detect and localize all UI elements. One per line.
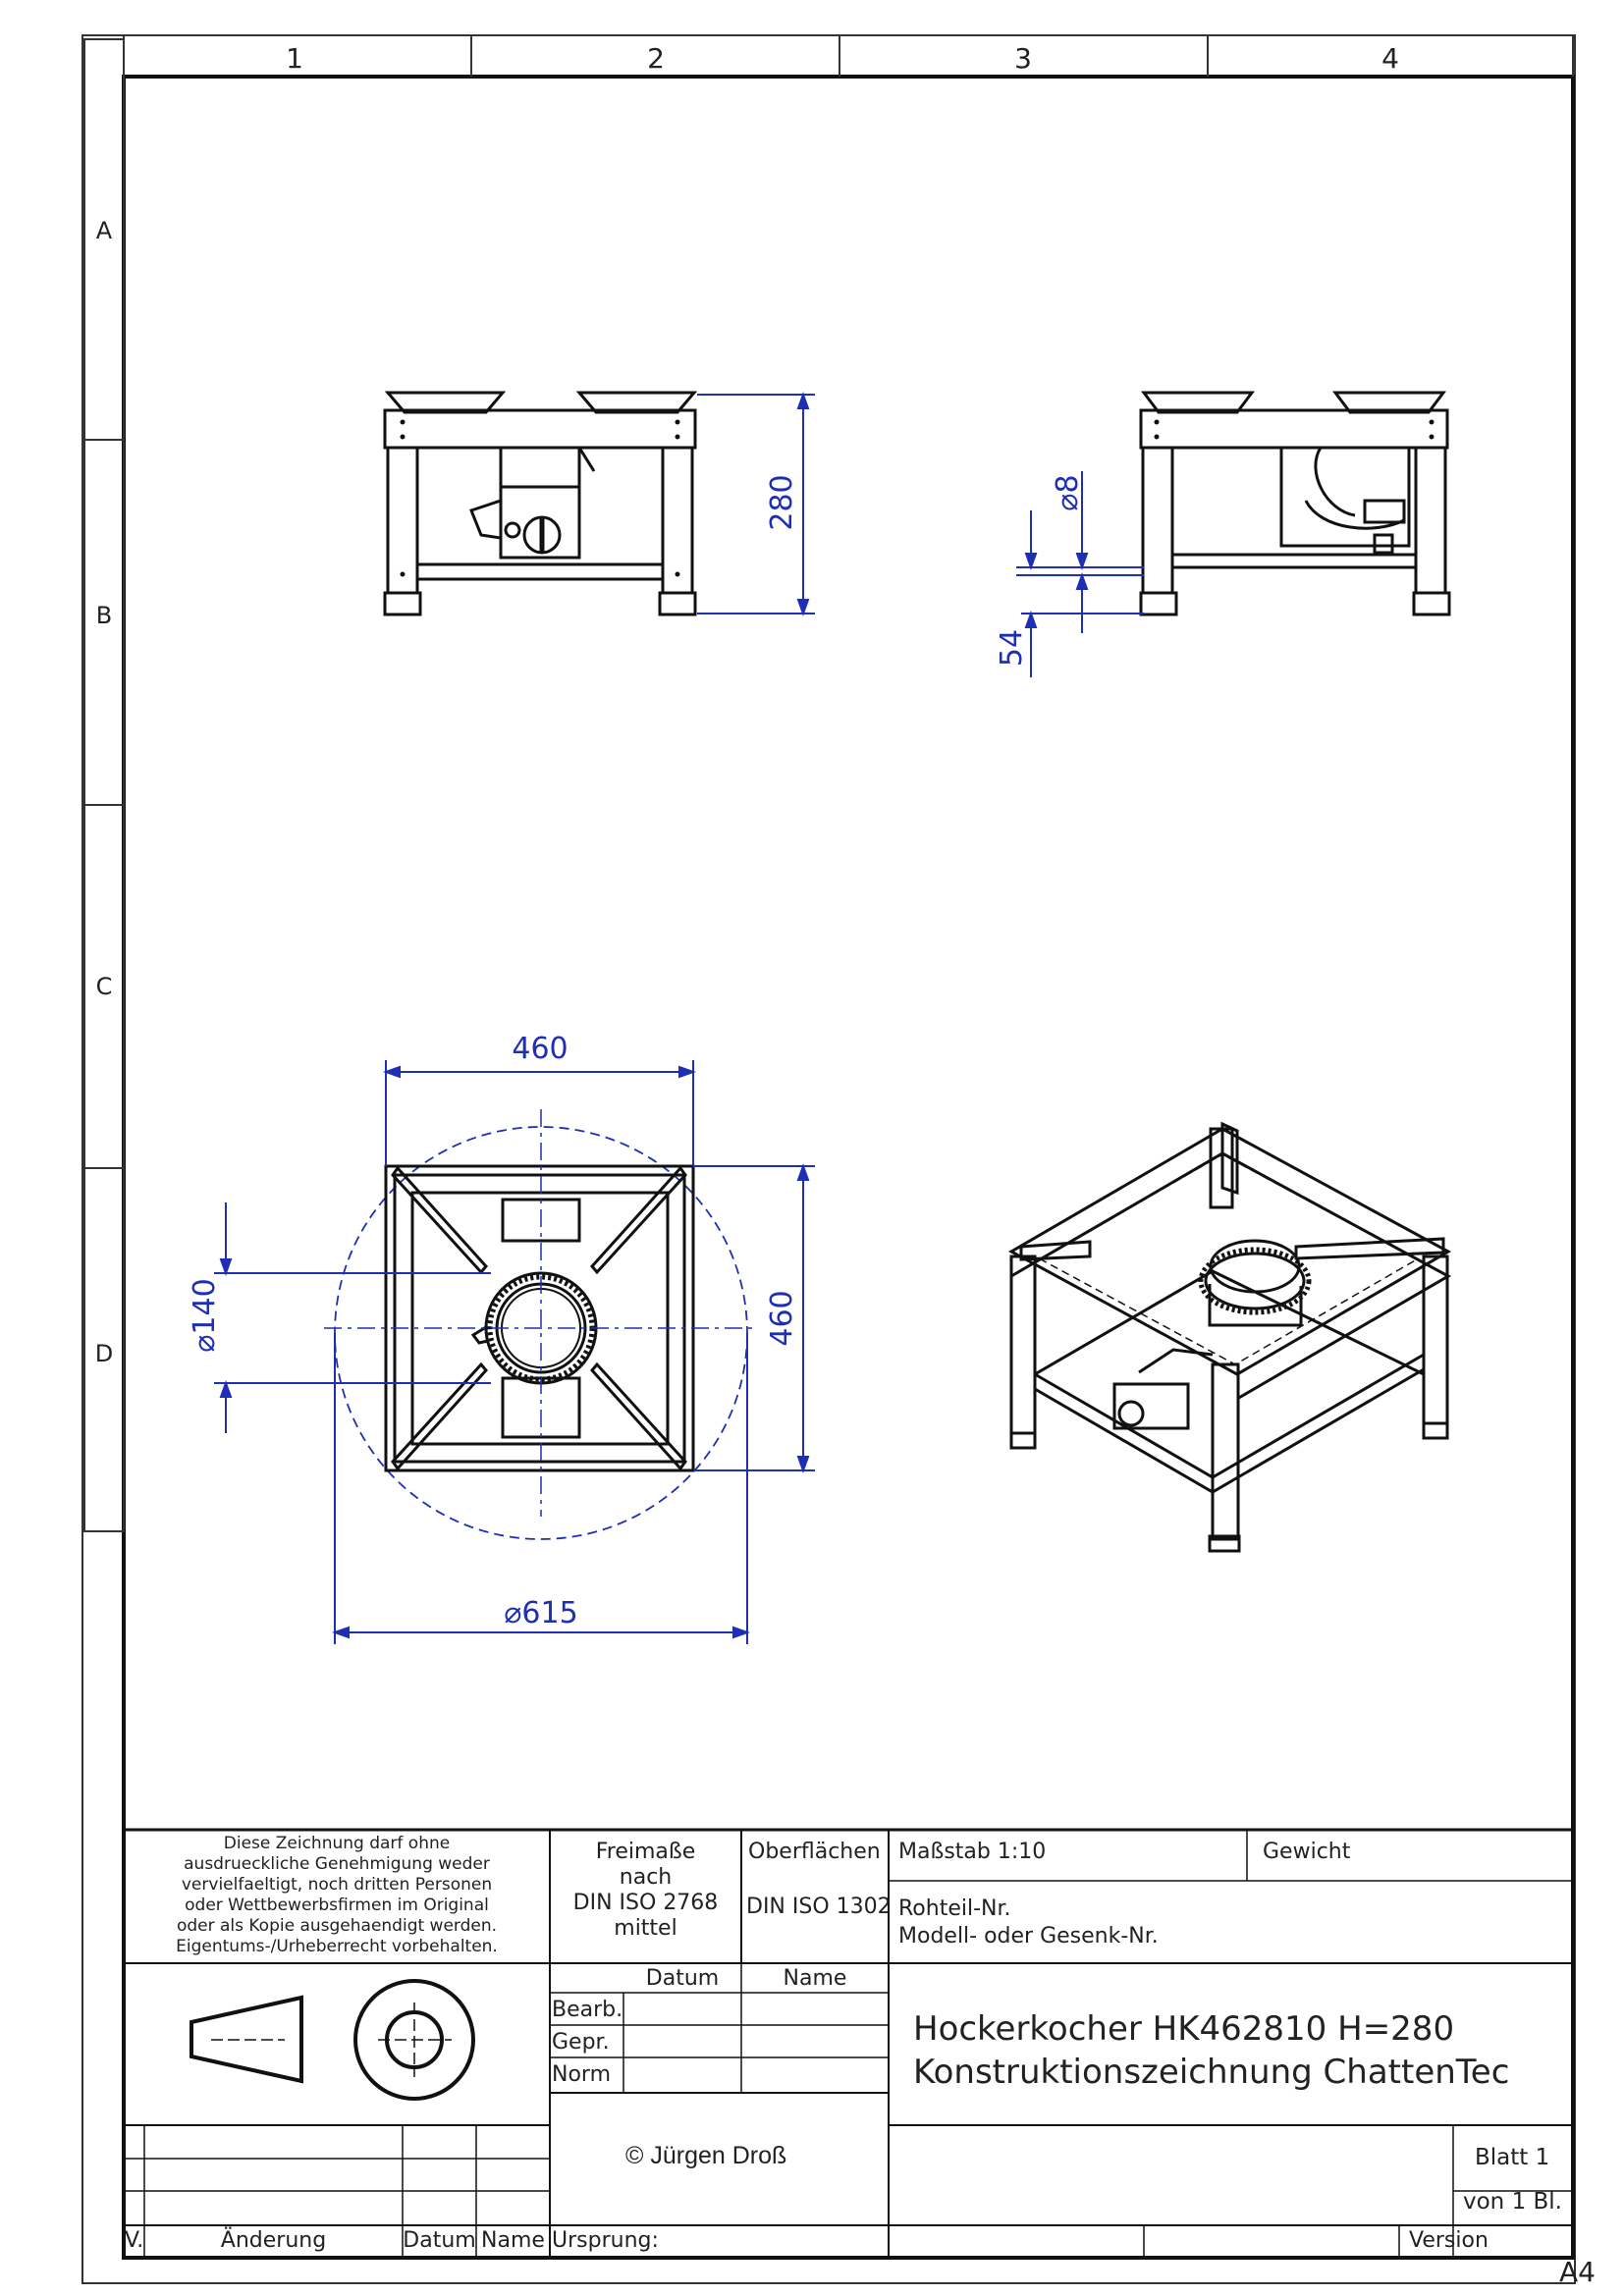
drawing-title (913, 2007, 1509, 2094)
projection-symbol (191, 1981, 473, 2099)
dim-label-dia-615: ⌀615 (504, 1596, 578, 1630)
top-view (324, 1109, 756, 1539)
notice-line: Eigentums-/Urheberrecht vorbehalten. (176, 1937, 498, 1956)
tolerance-line: DIN ISO 2768 (572, 1891, 719, 1915)
dim-label-280: 280 (765, 474, 799, 531)
copyright-label: © Jürgen Droß (625, 2142, 787, 2169)
dim-label-depth-460: 460 (765, 1290, 799, 1347)
row-gepr: Gepr. (552, 2030, 610, 2055)
zone-col-4: 4 (1381, 42, 1399, 75)
notice-line: Diese Zeichnung darf ohne (223, 1834, 451, 1853)
row-bearb: Bearb. (552, 1998, 623, 2022)
dim-label-dia-140: ⌀140 (188, 1278, 222, 1353)
side-view (1141, 393, 1449, 614)
sheet-count: von 1 Bl. (1463, 2189, 1562, 2215)
revision-change-header: Änderung (220, 2228, 327, 2253)
tolerance-line: Freimaße (595, 1840, 696, 1864)
dim-label-dia-8: ⌀8 (1051, 474, 1085, 511)
zone-row-b: B (95, 602, 113, 629)
isometric-view (1011, 1124, 1448, 1551)
zone-row-c: C (95, 973, 113, 1000)
tolerance-line: nach (619, 1865, 673, 1890)
dim-label-width-460: 460 (512, 1032, 568, 1066)
sheet-number: Blatt 1 (1475, 2145, 1550, 2170)
dim-width-460 (386, 1060, 693, 1166)
zone-col-2: 2 (647, 42, 665, 75)
revision-date-header: Datum (403, 2228, 476, 2253)
zone-col-1: 1 (286, 42, 303, 75)
drawing-title-line-2: Konstruktionszeichnung ChattenTec (913, 2053, 1510, 2092)
tolerance-block (550, 1840, 741, 1942)
front-view (385, 393, 695, 614)
raw-part-label: Rohteil-Nr. (898, 1896, 1011, 1921)
tolerance-line: mittel (614, 1916, 677, 1941)
zone-col-3: 3 (1014, 42, 1032, 75)
date-column-header: Datum (645, 1966, 720, 1991)
name-column-header: Name (783, 1966, 847, 1991)
drawing-title-line-1: Hockerkocher HK462810 H=280 (913, 2009, 1455, 2049)
surfaces-value: DIN ISO 1302 (746, 1895, 892, 1919)
notice-line: ausdrueckliche Genehmigung weder (184, 1854, 490, 1874)
revision-name-header: Name (481, 2228, 545, 2253)
scale-label: Maßstab 1:10 (898, 1840, 1047, 1864)
dim-label-54: 54 (995, 628, 1029, 667)
copyright-notice (126, 1834, 548, 1957)
side-view-bolts (1155, 420, 1435, 440)
notice-line: oder als Kopie ausgehaendigt werden. (176, 1916, 498, 1936)
weight-label: Gewicht (1263, 1840, 1351, 1864)
notice-line: vervielfaeltigt, noch dritten Personen (181, 1875, 493, 1895)
row-norm: Norm (552, 2062, 612, 2087)
model-part-label: Modell- oder Gesenk-Nr. (898, 1924, 1159, 1949)
origin-label: Ursprung: (552, 2228, 659, 2253)
version-label: Version (1409, 2228, 1489, 2253)
zone-row-a: A (95, 217, 113, 244)
surfaces-header: Oberflächen (748, 1840, 881, 1864)
notice-line: oder Wettbewerbsfirmen im Original (185, 1896, 489, 1915)
paper-format-label: A4 (1559, 2256, 1596, 2288)
revision-index-header: V. (125, 2228, 144, 2253)
zone-row-d: D (94, 1340, 114, 1367)
